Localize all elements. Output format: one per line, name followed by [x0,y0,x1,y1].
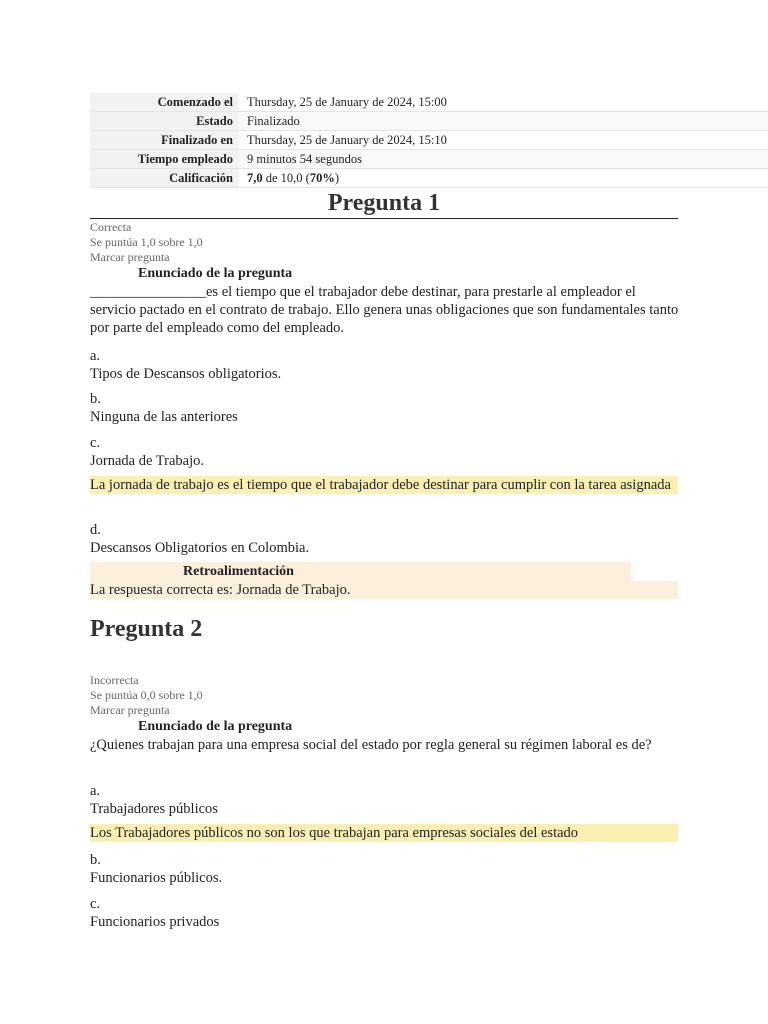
question-1-score: Se puntúa 1,0 sobre 1,0 [90,235,203,249]
question-2-flag-link[interactable]: Marcar pregunta [90,703,170,717]
grade-close: ) [334,170,340,185]
option-b-text[interactable]: Ninguna de las anteriores [90,409,238,425]
grade-out-of: de 10,0 ( [262,170,310,185]
q2-option-b-letter: b. [90,852,101,868]
summary-row-started [90,93,768,112]
option-d-text[interactable]: Descansos Obligatorios en Colombia. [90,540,310,556]
grade-score: 7,0 [247,170,263,185]
attempt-summary-table [90,93,768,188]
summary-row-state [90,112,768,131]
feedback-text: La respuesta correcta es: Jornada de Trabajo. [90,581,678,599]
grade-value [239,169,768,188]
feedback-header [90,562,631,581]
summary-row-grade [90,169,768,188]
question-2-statement-label: Enunciado de la pregunta [138,719,293,734]
summary-label: Tiempo empleado [90,150,239,169]
summary-label: Estado [90,112,239,131]
summary-row-finished [90,131,768,150]
q2-option-a-feedback: Los Trabajadores públicos no son los que trabajan para empresas sociales del estado [90,824,678,842]
q2-option-c-letter: c. [90,896,101,912]
option-d-letter: d. [90,522,101,538]
option-c-letter: c. [90,435,101,451]
question-1-text: ________________es el tiempo que el trabajador debe destinar, para prestarle al empleador el servicio pactado en el contrato de trabajo. Ello genera unas obligaciones que son fundamentales tanto por parte del empleado como del empleado. [90,284,679,336]
option-c-feedback: La jornada de trabajo es el tiempo que el trabajador debe destinar para cumplir con la tarea asignada [90,476,678,494]
summary-value: Thursday, 25 de January de 2024, 15:10 [239,131,768,150]
question-2-score: Se puntúa 0,0 sobre 1,0 [90,688,203,702]
q2-option-a-text[interactable]: Trabajadores públicos [90,801,218,817]
question-1-flag-link[interactable]: Marcar pregunta [90,250,170,264]
option-a-letter: a. [90,348,101,364]
summary-label: Finalizado en [90,131,239,150]
summary-label: Comenzado el [90,93,239,112]
summary-value: 9 minutos 54 segundos [239,150,768,169]
summary-value: Thursday, 25 de January de 2024, 15:00 [239,93,768,112]
option-c-text[interactable]: Jornada de Trabajo. [90,453,204,469]
q2-option-b-text[interactable]: Funcionarios públicos. [90,870,223,886]
option-b-letter: b. [90,391,101,407]
question-2-title: Pregunta 2 [90,616,203,642]
summary-row-time-taken [90,150,768,169]
question-2-status: Incorrecta [90,673,139,687]
option-a-text[interactable]: Tipos de Descansos obligatorios. [90,366,282,382]
question-1-statement-label: Enunciado de la pregunta [138,266,293,281]
summary-value: Finalizado [239,112,768,131]
question-1-status: Correcta [90,220,132,234]
q2-option-c-text[interactable]: Funcionarios privados [90,914,220,930]
question-1-title: Pregunta 1 [90,188,678,219]
feedback-label: Retroalimentación [183,564,294,579]
question-2-text: ¿Quienes trabajan para una empresa social del estado por regla general su régimen laboral es de? [90,737,652,753]
summary-label: Calificación [90,169,239,188]
q2-option-a-letter: a. [90,783,101,799]
grade-percent: 70% [309,170,335,185]
